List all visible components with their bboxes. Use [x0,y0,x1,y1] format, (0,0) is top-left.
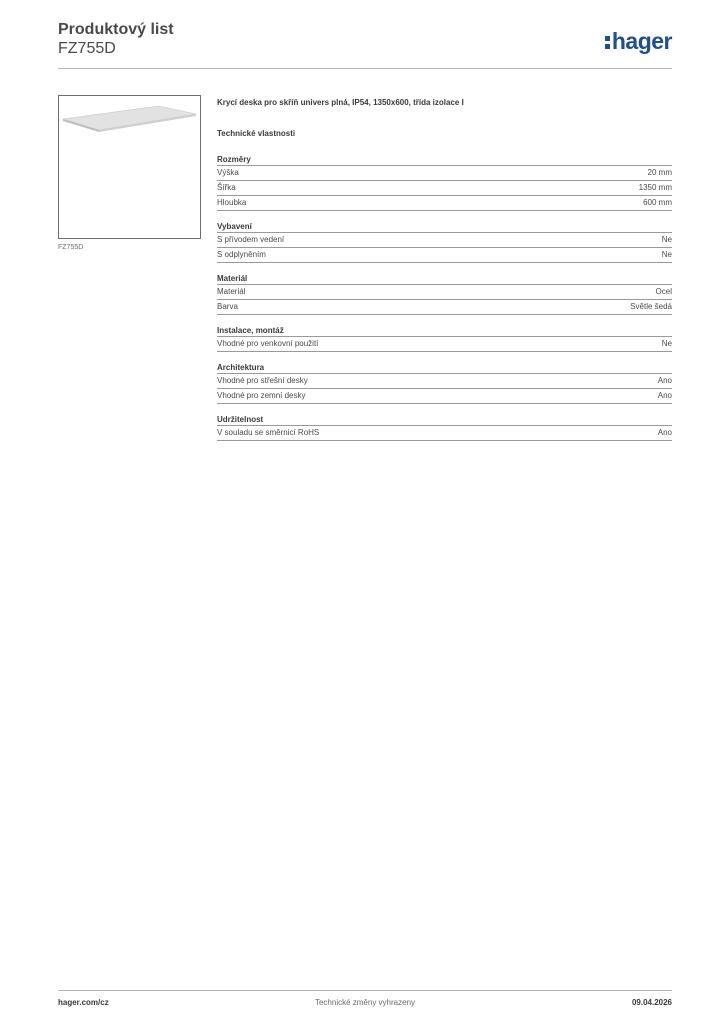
property-label: V souladu se směrnicí RoHS [217,428,320,437]
property-value: Ocel [655,287,672,296]
property-row [217,337,672,352]
section-title: Rozměry [217,154,672,166]
property-row [217,426,672,441]
section-title: Architektura [217,362,672,374]
image-caption: FZ755D [58,244,84,251]
property-label: S přívodem vedení [217,235,285,244]
header-divider [58,68,672,69]
logo-text: hager [611,28,672,54]
property-row [217,389,672,404]
property-label: Vhodné pro střešní desky [217,376,308,385]
section-title: Instalace, montáž [217,325,672,337]
property-label: Materiál [217,287,246,296]
properties-section [217,221,672,263]
cover-plate-illustration [59,96,200,238]
properties-section [217,414,672,441]
property-row [217,248,672,263]
property-label: Šířka [217,183,236,192]
property-label: Barva [217,302,238,311]
property-value: Ne [661,235,672,244]
product-code: FZ755D [58,40,116,57]
property-value: 20 mm [647,168,672,177]
footer-website: hager.com/cz [58,998,109,1007]
footer-notice: Technické změny vyhrazeny [314,998,416,1007]
property-value: Ano [657,391,672,400]
page-footer [58,998,672,1010]
property-value: 1350 mm [638,183,672,192]
property-row [217,181,672,196]
property-label: S odplyněním [217,250,266,259]
document-title: Produktový list [58,21,174,38]
property-value: Ano [657,376,672,385]
properties-section [217,273,672,315]
properties-section [217,154,672,211]
technical-properties-title: Technické vlastnosti [217,129,296,138]
property-row [217,233,672,248]
property-value: 600 mm [643,198,672,207]
property-value: Ano [657,428,672,437]
logo-colon-icon [605,34,611,50]
product-image [58,95,201,239]
property-value: Světle šedá [630,302,672,311]
property-row [217,196,672,211]
property-row [217,285,672,300]
product-content [217,97,672,441]
property-label: Vhodné pro zemní desky [217,391,306,400]
property-label: Vhodné pro venkovní použití [217,339,319,348]
property-row [217,166,672,181]
property-value: Ne [661,339,672,348]
section-title: Materiál [217,273,672,285]
properties-sections [217,154,672,441]
footer-date: 09.04.2026 [631,998,672,1007]
section-title: Vybavení [217,221,672,233]
page-header [58,20,672,70]
property-row [217,374,672,389]
properties-section [217,362,672,404]
footer-divider [58,990,672,991]
hager-logo [605,28,672,54]
property-row [217,300,672,315]
property-label: Výška [217,168,239,177]
product-description: Krycí deska pro skříň univers plná, IP54, 1350x600, třída izolace I [217,98,464,107]
property-label: Hloubka [217,198,247,207]
properties-section [217,325,672,352]
section-title: Udržitelnost [217,414,672,426]
property-value: Ne [661,250,672,259]
